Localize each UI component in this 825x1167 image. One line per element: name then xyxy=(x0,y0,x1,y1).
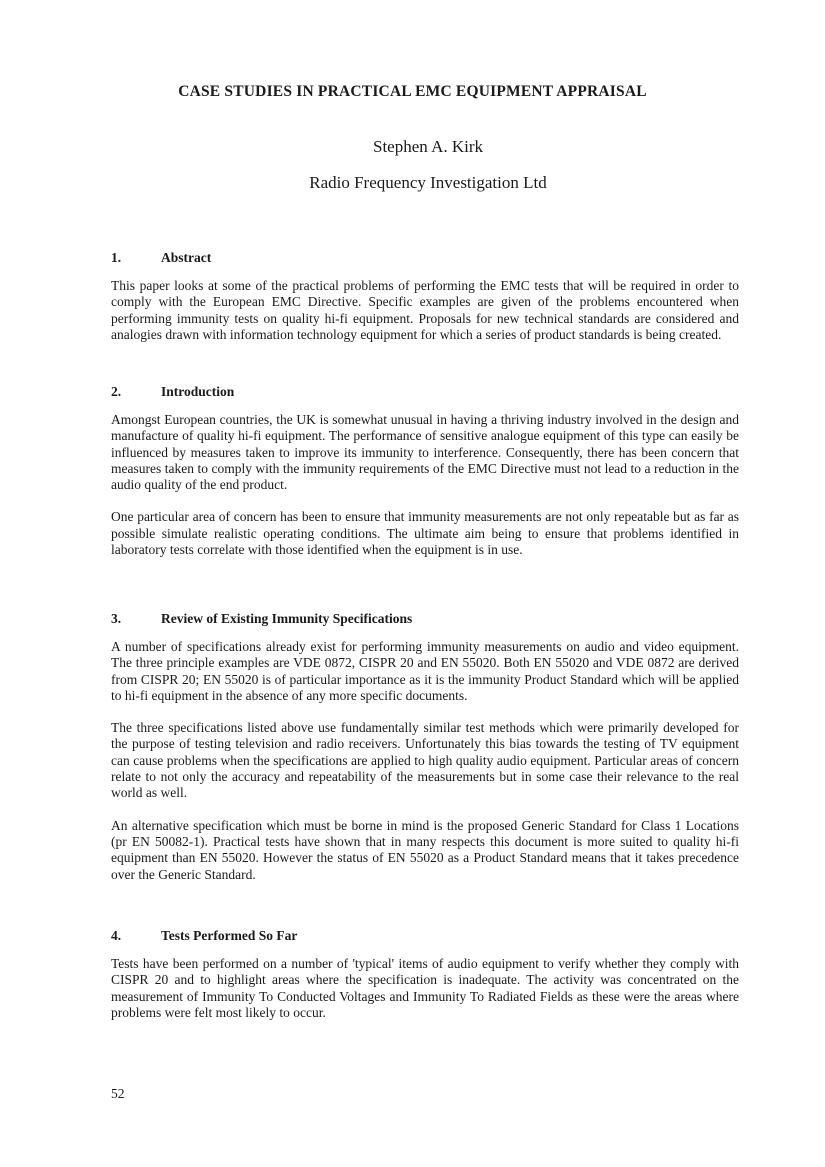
section-title: Review of Existing Immunity Specifications xyxy=(161,611,413,626)
section-title: Tests Performed So Far xyxy=(161,928,298,943)
section-title: Abstract xyxy=(161,250,212,265)
author-affiliation: Radio Frequency Investigation Ltd xyxy=(309,173,547,192)
section-heading xyxy=(111,928,739,944)
section-abstract xyxy=(111,250,739,359)
paragraph: An alternative specification which must be borne in mind is the proposed Generic Standard for Class 1 Locations (pr EN 50082-1). Practical tests have shown that in many respects this document is more suited to quality hi-fi equipment than EN 55020. However the status of EN 55020 as a Product Standard means that it takes precedence over the Generic Standard. xyxy=(111,817,739,882)
section-number: 2. xyxy=(111,384,122,399)
paragraph: This paper looks at some of the practical problems of performing the EMC tests that will be required in order to comply with the European EMC Directive. Specific examples are given of the problems encountered when performing immunity tests on quality hi-fi equipment. Proposals for new technical standards are considered and analogies drawn with information technology equipment for which a series of product standards is being created. xyxy=(111,278,739,342)
section-number: 3. xyxy=(111,611,122,626)
section-number: 4. xyxy=(111,928,122,943)
section-heading xyxy=(111,250,739,266)
paragraph: Amongst European countries, the UK is somewhat unusual in having a thriving industry involved in the design and manufacture of quality hi-fi equipment. The performance of sensitive analogue equipment of this type can easily be influenced by measures taken to improve its immunity to interference. Consequently, there has been concern that measures taken to comply with the immunity requirements of the EMC Directive must not lead to a reduction in the audio quality of the end product. xyxy=(111,412,739,493)
section-title: Introduction xyxy=(161,384,235,399)
section-review xyxy=(111,611,739,899)
section-introduction xyxy=(111,384,739,574)
section-tests-performed xyxy=(111,928,739,1037)
section-heading xyxy=(111,611,739,627)
paragraph: Tests have been performed on a number of 'typical' items of audio equipment to verify whether they comply with CISPR 20 and to highlight areas where the specification is inadequate. The activity was concentrated on the measurement of Immunity To Conducted Voltages and Immunity To Radiated Fields as these were the areas where problems were felt most likely to occur. xyxy=(111,956,739,1020)
section-heading xyxy=(111,384,739,400)
author-name: Stephen A. Kirk xyxy=(372,137,484,156)
section-number: 1. xyxy=(111,250,122,265)
paragraph: A number of specifications already exist for performing immunity measurements on audio and video equipment. The three principle examples are VDE 0872, CISPR 20 and EN 55020. Both EN 55020 and VDE 0872 are derived from CISPR 20; EN 55020 is of particular importance as it is the immunity Product Standard which will be applied to hi-fi equipment in the absence of any more specific documents. xyxy=(111,639,739,703)
paragraph: One particular area of concern has been to ensure that immunity measurements are not only repeatable but as far as possible simulate realistic operating conditions. The ultimate aim being to ensure that problems identified in laboratory tests correlate with those identified when the equipment is in use. xyxy=(111,509,739,558)
paper-title: CASE STUDIES IN PRACTICAL EMC EQUIPMENT APPRAISAL xyxy=(178,83,647,100)
page-number: 52 xyxy=(111,1086,125,1101)
paragraph: The three specifications listed above use fundamentally similar test methods which were primarily developed for the purpose of testing television and radio receivers. Unfortunately this bias towards the testing of TV equipment can cause problems when the specifications are applied to high quality audio equipment. Particular areas of concern relate to not only the accuracy and repeatability of the measurements but in some case their relevance to the real world as well. xyxy=(111,720,739,801)
